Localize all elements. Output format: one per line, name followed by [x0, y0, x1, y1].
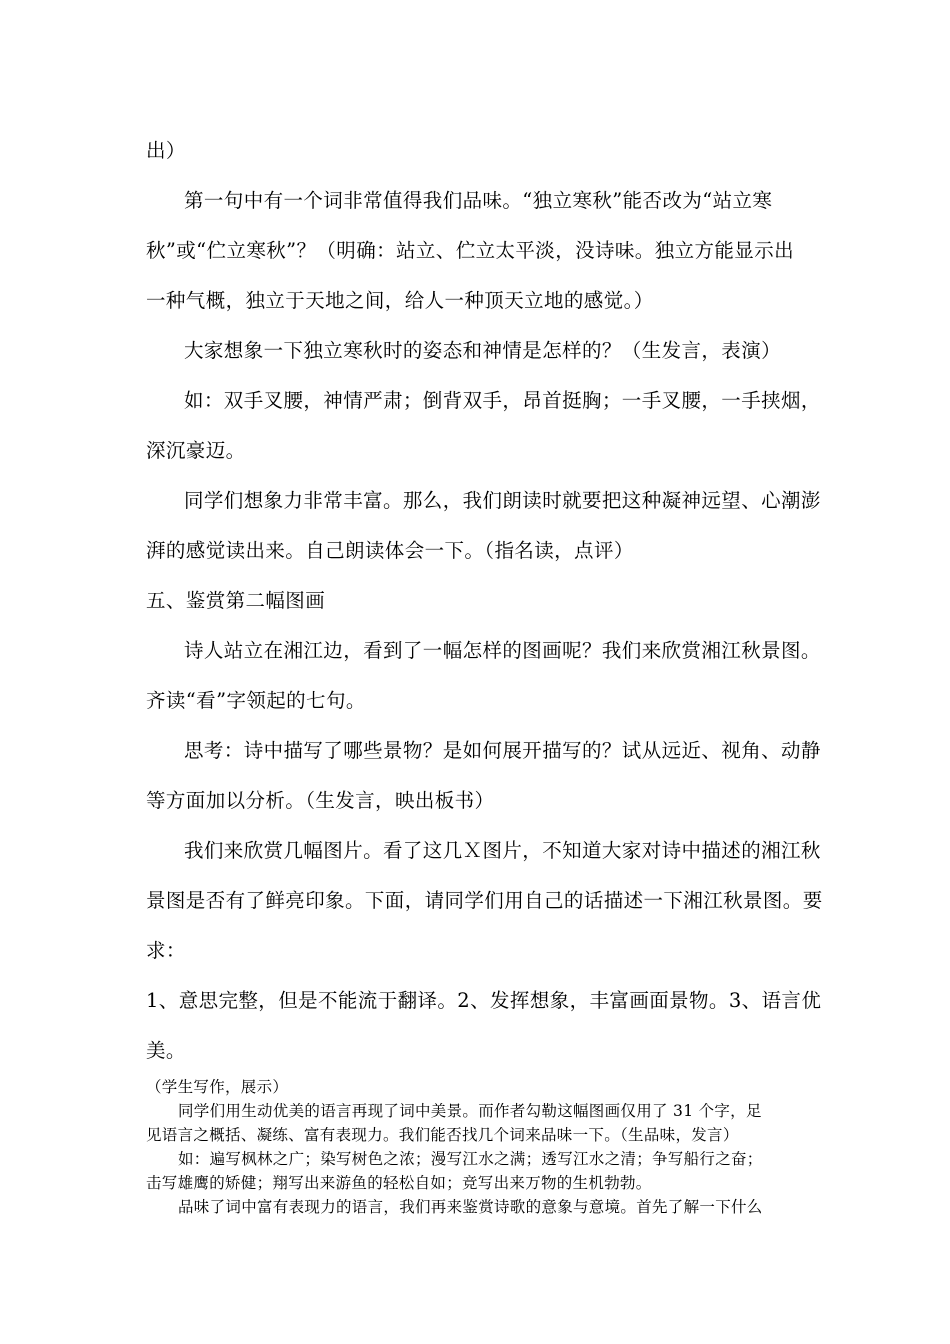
text-line: 诗人站立在湘江边，看到了一幅怎样的图画呢？我们来欣赏湘江秋景图。	[184, 639, 821, 662]
text-line: 一种气概，独立于天地之间，给人一种顶天立地的感觉。）	[146, 289, 654, 312]
text-line: 等方面加以分析。（生发言，映出板书）	[146, 789, 495, 812]
small-text-line: 如：遍写枫林之广；染写树色之浓；漫写江水之满；透写江水之清；争写船行之奋；	[178, 1150, 763, 1168]
small-text-line: 同学们用生动优美的语言再现了词中美景。而作者勾勒这幅图画仅用了 31 个字，足	[178, 1102, 762, 1120]
section-heading: 五、鉴赏第二幅图画	[146, 589, 326, 612]
text-line: 如：双手叉腰，神情严肃；倒背双手，昂首挺胸；一手叉腰，一手挟烟，	[184, 389, 821, 412]
small-text-line: 见语言之概括、凝练、富有表现力。我们能否找几个词来品味一下。（生品味，发言）	[146, 1126, 739, 1144]
text-line: 1、意思完整，但是不能流于翻译。2、发挥想象，丰富画面景物。3、语言优	[146, 989, 822, 1012]
small-text-line: （学生写作，展示）	[146, 1078, 289, 1096]
text-line: 秋”或“伫立寒秋”？（明确：站立、伫立太平淡，没诗味。独立方能显示出	[146, 239, 795, 262]
text-line: 我们来欣赏几幅图片。看了这几Ｘ图片，不知道大家对诗中描述的湘江秋	[184, 839, 821, 862]
text-line: 大家想象一下独立寒秋时的姿态和神情是怎样的？（生发言，表演）	[184, 339, 782, 362]
text-line: 湃的感觉读出来。自己朗读体会一下。（指名读，点评）	[146, 539, 634, 562]
text-line: 第一句中有一个词非常值得我们品味。“独立寒秋”能否改为“站立寒	[184, 189, 773, 212]
text-line: 深沉豪迈。	[146, 439, 246, 462]
text-line: 景图是否有了鲜亮印象。下面，请同学们用自己的话描述一下湘江秋景图。要	[146, 889, 823, 912]
text-line: 出）	[146, 139, 186, 162]
text-line: 求：	[146, 939, 186, 962]
small-text-line: 击写雄鹰的矫健；翔写出来游鱼的轻松自如；竞写出来万物的生机勃勃。	[146, 1174, 652, 1192]
text-line: 思考：诗中描写了哪些景物？是如何展开描写的？试从远近、视角、动静	[184, 739, 821, 762]
text-line: 同学们想象力非常丰富。那么，我们朗读时就要把这种凝神远望、心潮澎	[184, 489, 821, 512]
text-line: 美。	[146, 1039, 186, 1062]
small-text-line: 品味了词中富有表现力的语言，我们再来鉴赏诗歌的意象与意境。首先了解一下什么	[178, 1198, 763, 1216]
text-line: 齐读“看”字领起的七句。	[146, 689, 366, 712]
